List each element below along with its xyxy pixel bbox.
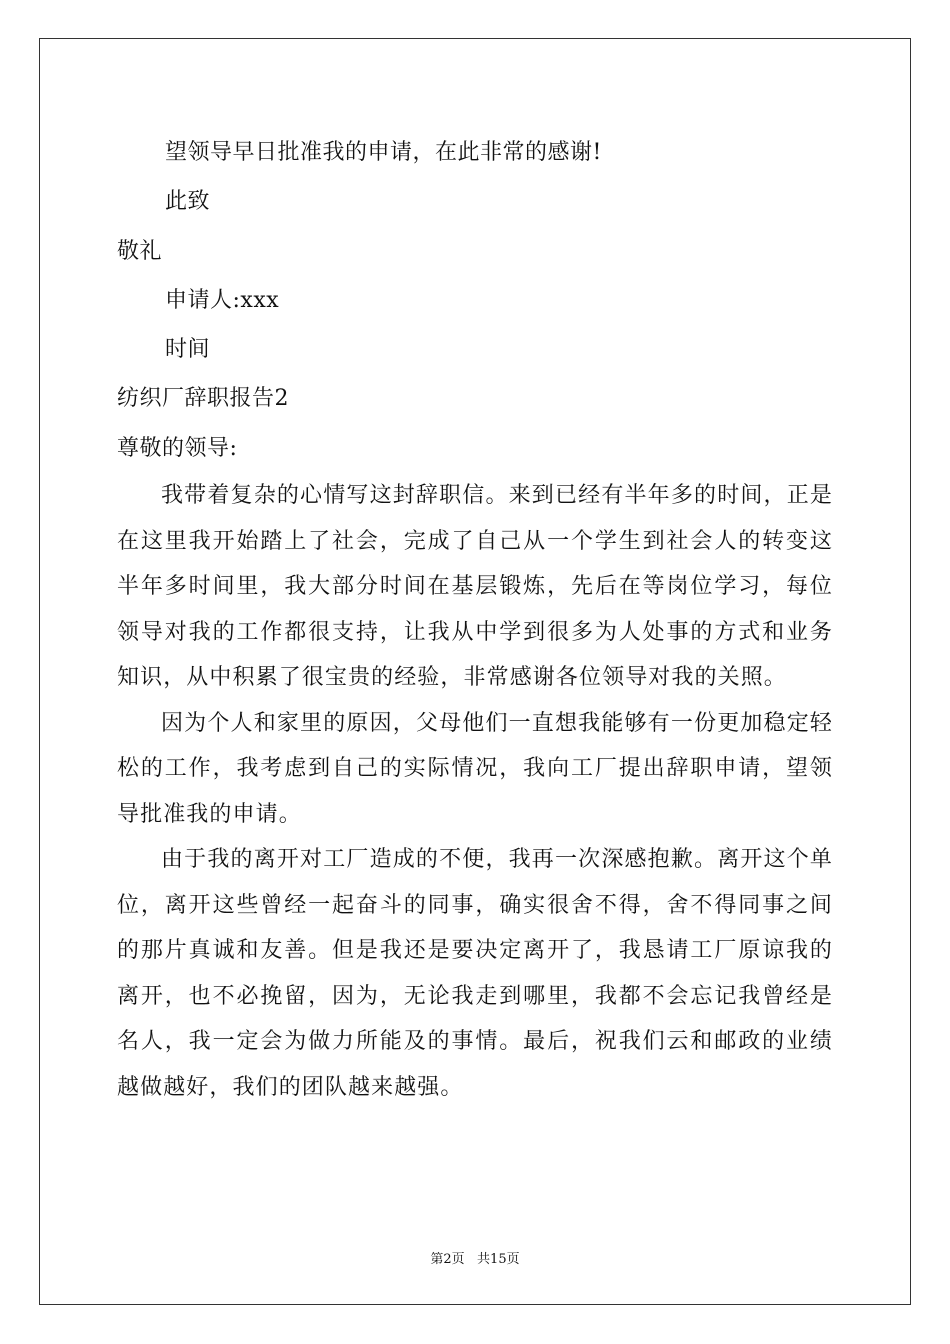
greeting-line: 尊敬的领导: bbox=[117, 435, 238, 461]
date-line: 时间 bbox=[165, 337, 211, 363]
document-body bbox=[117, 128, 833, 1110]
section-title: 纺织厂辞职报告2 bbox=[117, 386, 289, 412]
body-paragraph-1: 我带着复杂的心情写这封辞职信。来到已经有半年多的时间，正是在这里我开始踏上了社会，完成了自己从一个学生到社会人的转变这半年多时间里，我大部分时间在基层锻炼，先后在等岗位学习，每位领导对我的工作都很支持，让我从中学到很多为人处事的方式和业务知识，从中积累了很宝贵的经验，非常感谢各位领导对我的关照。 bbox=[117, 483, 833, 691]
salutation-jingli: 敬礼 bbox=[117, 238, 163, 264]
page-number-footer: 第2页 共15页 bbox=[430, 1252, 520, 1267]
body-paragraph-3: 由于我的离开对工厂造成的不便，我再一次深感抱歉。离开这个单位，离开这些曾经一起奋斗的同事，确实很舍不得，舍不得同事之间的那片真诚和友善。但是我还是要决定离开了，我恳请工厂原谅我的离开，也不必挽留，因为，无论我走到哪里，我都不会忘记我曾经是名人，我一定会为做力所能及的事情。最后，祝我们云和邮政的业绩越做越好，我们的团队越来越强。 bbox=[117, 847, 833, 1100]
applicant-line: 申请人:xxx bbox=[165, 287, 280, 313]
salutation-cizhi: 此致 bbox=[165, 189, 211, 215]
closing-request-line: 望领导早日批准我的申请，在此非常的感谢! bbox=[165, 140, 602, 165]
body-paragraph-2: 因为个人和家里的原因，父母他们一直想我能够有一份更加稳定轻松的工作，我考虑到自己的实际情况，我向工厂提出辞职申请，望领导批准我的申请。 bbox=[117, 710, 833, 827]
